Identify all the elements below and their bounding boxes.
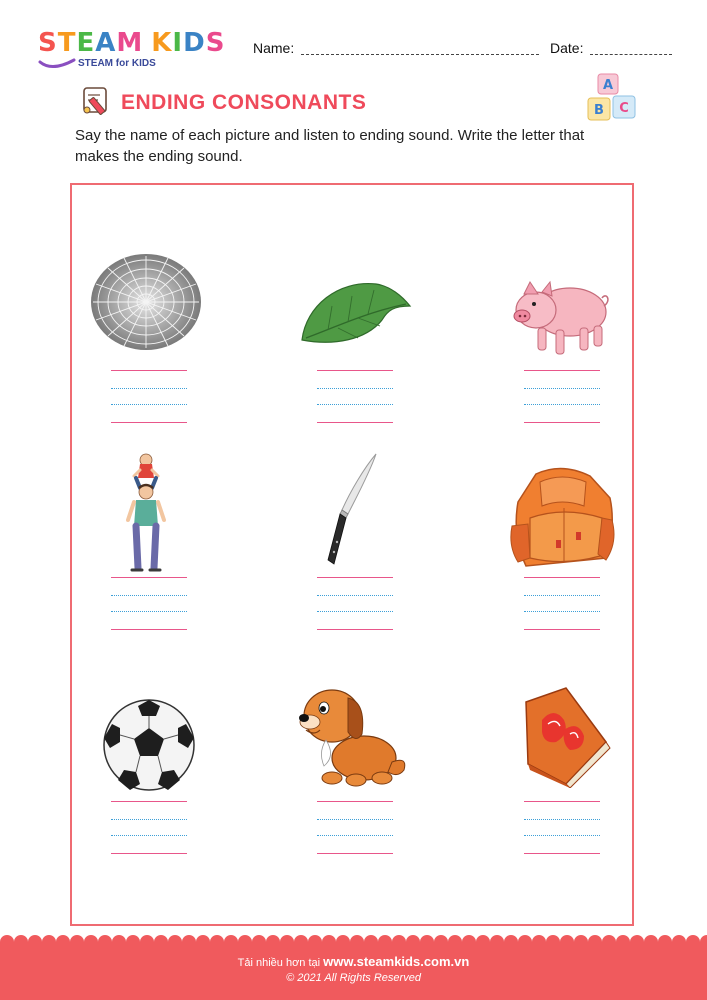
- date-label: Date:: [550, 40, 584, 56]
- footer-copyright: © 2021 All Rights Reserved: [286, 972, 421, 984]
- dad-carrying-child-icon: [124, 452, 170, 574]
- worksheet-title: ENDING CONSONANTS: [121, 91, 367, 114]
- pig-icon: [508, 270, 614, 360]
- answer-lines[interactable]: [317, 577, 393, 639]
- dog-icon: [296, 682, 410, 788]
- logo-letter: K: [151, 28, 173, 58]
- answer-lines[interactable]: [524, 370, 600, 432]
- logo-letter: I: [172, 28, 184, 58]
- name-label: Name:: [253, 40, 295, 56]
- block-letter-b: B: [594, 103, 604, 118]
- leaf-icon: [298, 276, 412, 348]
- answer-lines[interactable]: [317, 370, 393, 432]
- logo-letter: M: [116, 28, 144, 58]
- backpack-icon: [506, 466, 618, 574]
- date-field[interactable]: [590, 54, 672, 55]
- logo-letter: E: [76, 28, 96, 58]
- footer-more-text: Tải nhiều hơn tại: [237, 957, 321, 969]
- logo-swoosh-icon: [38, 56, 78, 72]
- logo-letter: D: [183, 28, 206, 58]
- abc-blocks-icon: [584, 72, 640, 128]
- logo-letter: S: [205, 28, 226, 58]
- brand-logo: [38, 28, 238, 74]
- spider-web-icon: [88, 252, 204, 352]
- instructions: Say the name of each picture and listen to ending sound. Write the letter that makes the ending sound.: [75, 127, 585, 165]
- footer-scallop: [0, 935, 707, 949]
- footer-site-link[interactable]: www.steamkids.com.vn: [323, 954, 470, 969]
- book-icon: [520, 684, 612, 788]
- logo-letter: T: [57, 28, 77, 58]
- answer-lines[interactable]: [111, 370, 187, 432]
- answer-lines[interactable]: [524, 577, 600, 639]
- knife-icon: [326, 452, 382, 568]
- logo-letter: A: [95, 28, 117, 58]
- footer: [0, 942, 707, 1000]
- block-letter-a: A: [602, 78, 614, 93]
- logo-tagline: STEAM for KIDS: [78, 58, 156, 69]
- pencil-paper-icon: [80, 83, 114, 117]
- answer-lines[interactable]: [317, 801, 393, 863]
- answer-lines[interactable]: [524, 801, 600, 863]
- logo-letter: S: [38, 28, 58, 58]
- soccer-ball-icon: [102, 698, 196, 792]
- footer-download: [0, 954, 707, 969]
- name-field[interactable]: [301, 54, 539, 55]
- answer-lines[interactable]: [111, 801, 187, 863]
- block-letter-c: C: [619, 101, 629, 116]
- answer-lines[interactable]: [111, 577, 187, 639]
- logo-wordmark: [38, 28, 238, 58]
